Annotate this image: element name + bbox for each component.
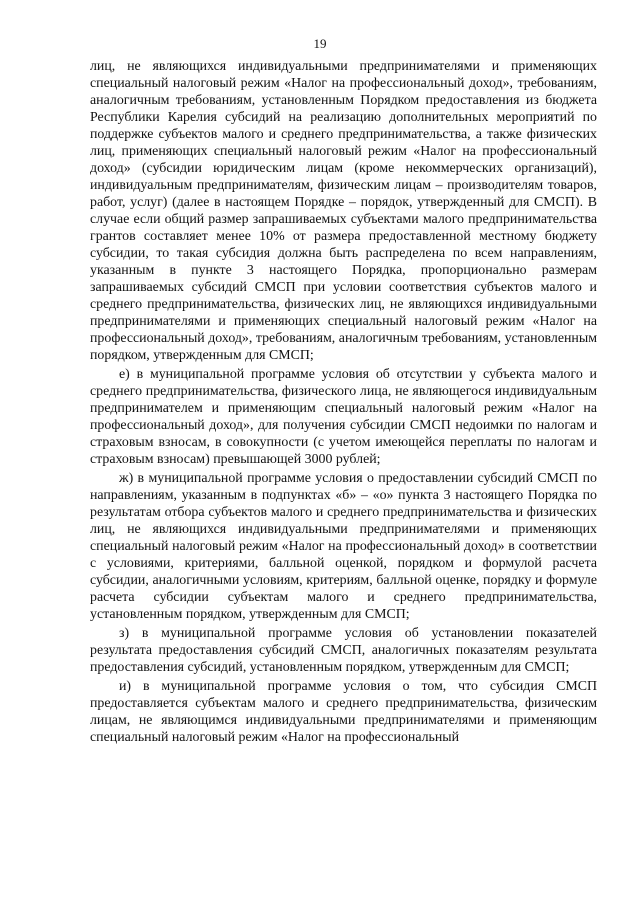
- paragraph-item-e: е) в муниципальной программе условия об отсутствии у субъекта малого и среднего предпринимательства, физического лица, не являющегося индивидуальным предпринимателем и применяющим специальный налоговый режим «Налог на профессиональный доход», для получения субсидии СМСП недоимки по налогам и страховым взносам, в совокупности (с учетом имеющейся переплаты по налогам и страховым взносам) превышающей 3000 рублей;: [90, 367, 597, 467]
- paragraph-item-zh: ж) в муниципальной программе условия о предоставлении субсидий СМСП по направлениям, указанным в подпунктах «б» – «о» пункта 3 настоящего Порядка по результатам отбора субъектов малого и среднего предпринимательства и физических лиц, не являющихся индивидуальными предпринимателями и применяющих специальный налоговый режим «Налог на профессиональный доход» в соответствии с условиями, критериями, балльной оценкой, порядком и формулой расчета субсидии, аналогичными условиям, критериям, балльной оценке, порядку и формуле расчета субсидии субъектам малого и среднего предпринимательства, установленным порядком, утвержденным для СМСП;: [90, 471, 597, 622]
- page-number: 19: [313, 36, 327, 51]
- paragraph-continuation: лиц, не являющихся индивидуальными предпринимателями и применяющих специальный налоговый режим «Налог на профессиональный доход», требованиям, аналогичным требованиям, установленным Порядком предоставления из бюджета Республики Карелия субсидий на реализацию дополнительных мероприятий по поддержке субъектов малого и среднего предпринимательства, а также физических лиц, применяющих специальный налоговый режим «Налог на профессиональный доход» (субсидии юридическим лицам (кроме некоммерческих организаций), индивидуальным предпринимателям, физическим лицам – производителям товаров, работ, услуг) (далее в настоящем Порядке – порядок, утвержденный для СМСП). В случае если общий размер запрашиваемых субъектами малого предпринимательства грантов составляет менее 10% от размера предоставленной местному бюджету субсидии, то такая субсидия должна быть распределена по всем направлениям, указанным в пункте 3 настоящего Порядка, пропорционально размерам запрашиваемых субсидий СМСП при условии соответствия субъектов малого и среднего предпринимательства, физических лиц, не являющихся индивидуальными предпринимателями и применяющих специальный налоговый режим «Налог на профессиональный доход», требованиям, аналогичным требованиям, установленным порядком, утвержденным для СМСП;: [90, 59, 597, 363]
- paragraph-item-i: и) в муниципальной программе условия о том, что субсидия СМСП предоставляется субъектам малого и среднего предпринимательства, физическим лицам, не являющимся индивидуальными предпринимателями и применяющим специальный налоговый режим «Налог на профессиональный: [90, 679, 597, 745]
- paragraph-item-z: з) в муниципальной программе условия об установлении показателей результата предоставления субсидий СМСП, аналогичных показателям результата предоставления субсидий, установленным порядком, утвержденным для СМСП;: [90, 626, 597, 675]
- document-body: [90, 58, 597, 746]
